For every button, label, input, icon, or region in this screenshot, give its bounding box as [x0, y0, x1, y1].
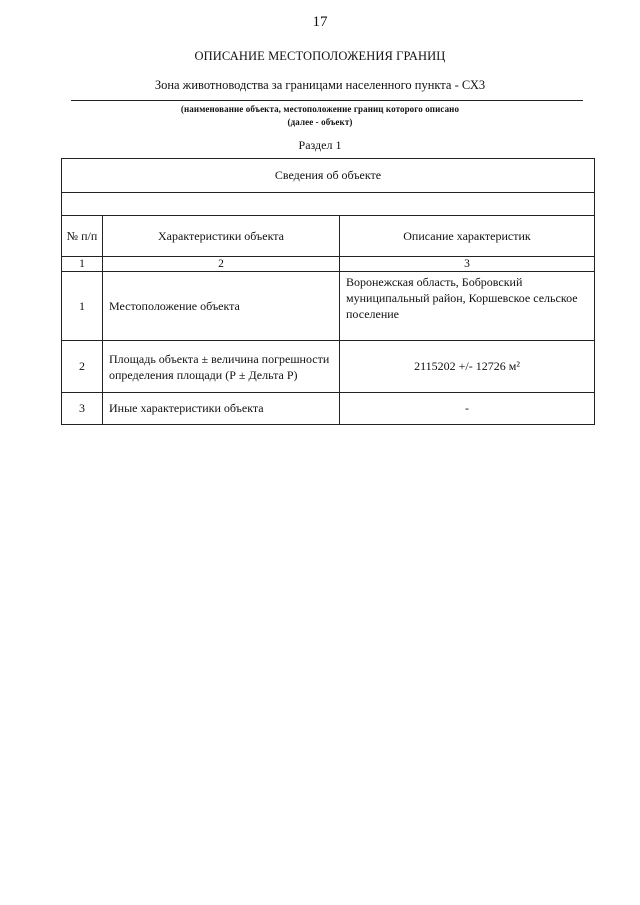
table-title-row	[62, 159, 595, 193]
column-number-1: 1	[62, 257, 103, 272]
column-header-number: № п/п	[62, 216, 103, 257]
table-header-row	[62, 216, 595, 257]
document-title: ОПИСАНИЕ МЕСТОПОЛОЖЕНИЯ ГРАНИЦ	[194, 49, 446, 63]
row-characteristic: Местоположение объекта	[103, 272, 340, 341]
table-row	[62, 272, 595, 341]
object-name-underline	[71, 100, 583, 101]
row-description: Воронежская область, Бобровский муниципальный район, Коршевское сельское поселение	[340, 272, 595, 341]
object-name-note: (наименование объекта, местоположение границ которого описано	[180, 104, 460, 114]
table-row	[62, 393, 595, 425]
section-title: Раздел 1	[298, 138, 342, 152]
row-number: 2	[62, 341, 103, 393]
table-column-numbers-row	[62, 257, 595, 272]
column-number-3: 3	[340, 257, 595, 272]
column-number-2: 2	[103, 257, 340, 272]
table-empty-cell	[62, 193, 595, 216]
row-description: -	[340, 393, 595, 425]
object-name: Зона животноводства за границами населенного пункта - СХ3	[154, 78, 486, 92]
column-header-description: Описание характеристик	[340, 216, 595, 257]
table-row	[62, 341, 595, 393]
row-number: 1	[62, 272, 103, 341]
object-info-table	[61, 158, 595, 425]
column-header-characteristic: Характеристики объекта	[103, 216, 340, 257]
row-characteristic: Площадь объекта ± величина погрешности определения площади (Р ± Дельта Р)	[103, 341, 340, 393]
page-number: 17	[312, 14, 328, 30]
table-title: Сведения об объекте	[62, 159, 595, 193]
row-characteristic: Иные характеристики объекта	[103, 393, 340, 425]
object-name-note-continued: (далее - объект)	[287, 117, 353, 127]
row-number: 3	[62, 393, 103, 425]
row-description: 2115202 +/- 12726 м²	[340, 341, 595, 393]
table-empty-row	[62, 193, 595, 216]
